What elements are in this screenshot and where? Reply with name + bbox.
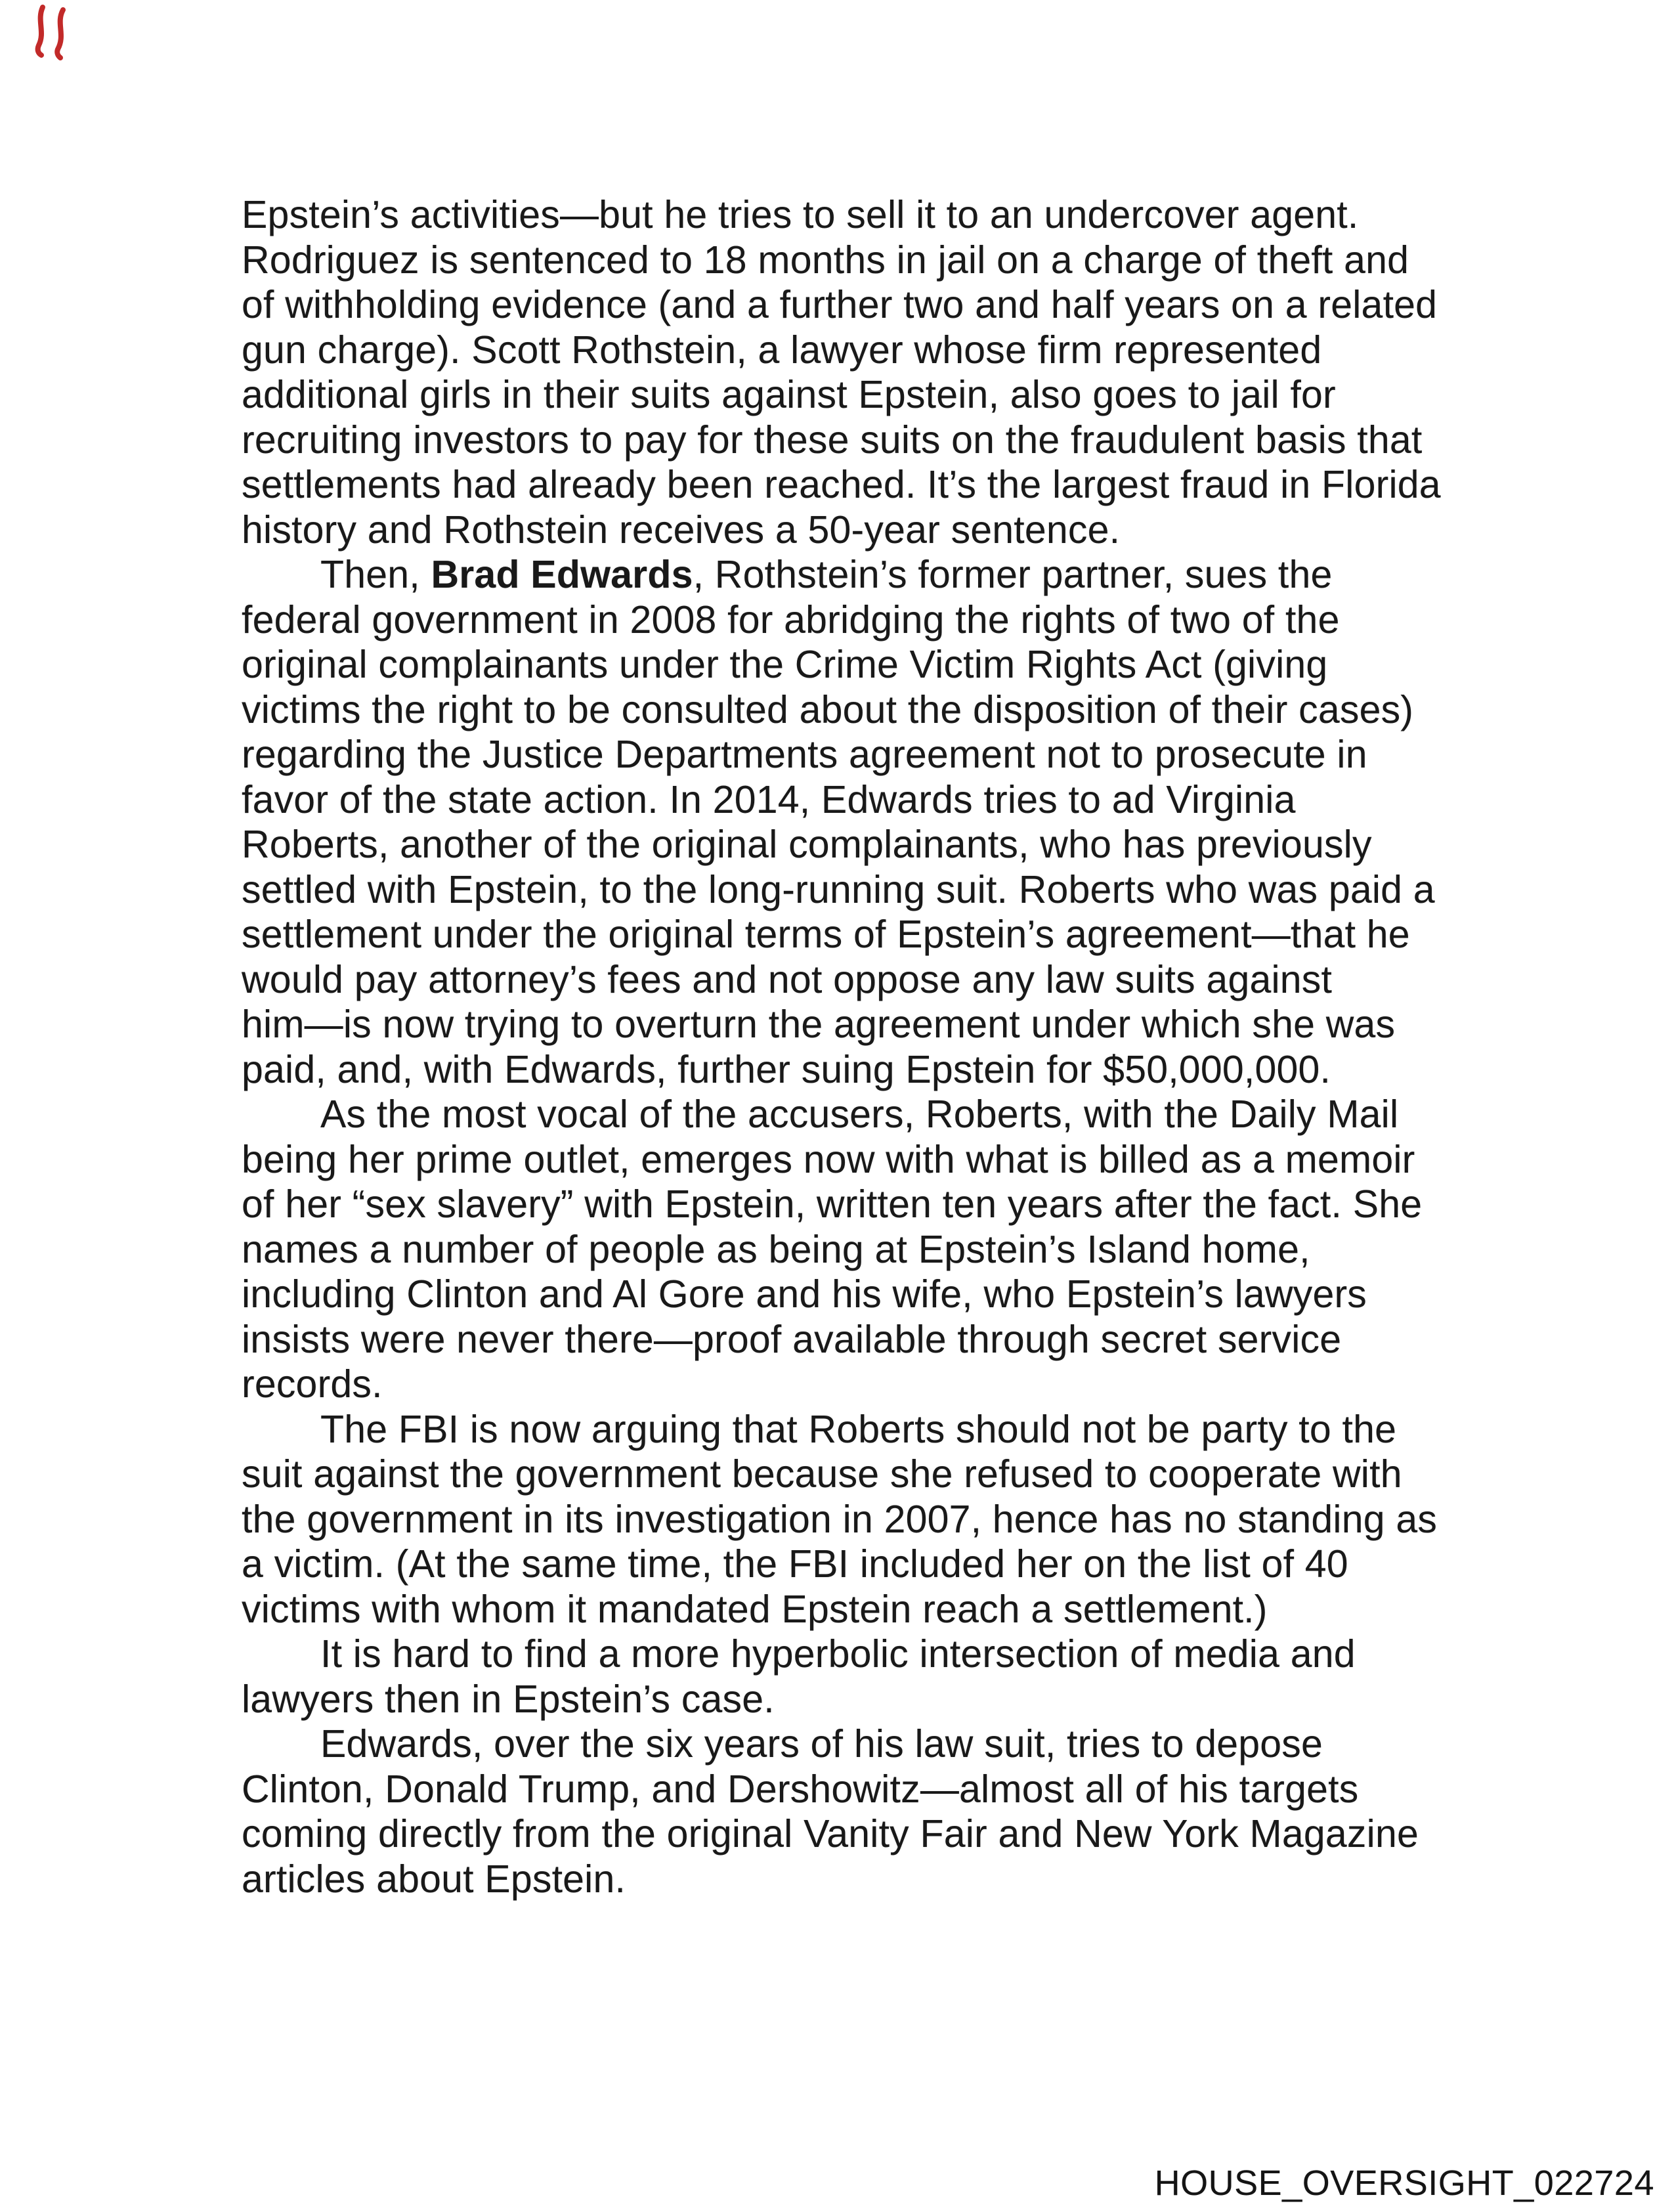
text-line: victims with whom it mandated Epstein reach a settlement.) [242, 1587, 1268, 1631]
text-line: gun charge). Scott Rothstein, a lawyer whose firm represented [242, 328, 1322, 372]
bold-text: Brad Edwards [431, 553, 693, 596]
text-line: Clinton, Donald Trump, and Dershowitz—almost all of his targets [242, 1767, 1359, 1811]
text-line: federal government in 2008 for abridging the rights of two of the [242, 597, 1340, 641]
text-line: settlement under the original terms of Epstein’s agreement—that he [242, 913, 1410, 956]
paragraph [242, 552, 1469, 1092]
paragraph [242, 1722, 1469, 1901]
text-line: regarding the Justice Departments agreement not to prosecute in [242, 733, 1367, 776]
document-body [242, 192, 1469, 1901]
paragraph [242, 1632, 1469, 1722]
text-line: him—is now trying to overturn the agreement under which she was [242, 1003, 1396, 1046]
text-line: a victim. (At the same time, the FBI included her on the list of 40 [242, 1542, 1348, 1586]
text-line: lawyers then in Epstein’s case. [242, 1677, 775, 1721]
text-line: settled with Epstein, to the long-running suit. Roberts who was paid a [242, 867, 1435, 911]
red-pen-mark-icon [33, 3, 74, 64]
text-line: the government in its investigation in 2007, hence has no standing as [242, 1497, 1438, 1541]
paragraph [242, 1092, 1469, 1407]
text-line: Epstein’s activities—but he tries to sell it to an undercover agent. [242, 193, 1359, 236]
paragraph [242, 1407, 1469, 1632]
bates-stamp: HOUSE_OVERSIGHT_022724 [1154, 2163, 1654, 2203]
text-line: Roberts, another of the original complainants, who has previously [242, 823, 1372, 866]
text-line: original complainants under the Crime Victim Rights Act (giving [242, 643, 1328, 686]
text-line: additional girls in their suits against Epstein, also goes to jail for [242, 373, 1336, 416]
text-line: coming directly from the original Vanity Fair and New York Magazine [242, 1812, 1419, 1855]
text-line: settlements had already been reached. It’s the largest fraud in Florida [242, 463, 1441, 506]
text-line: paid, and, with Edwards, further suing Epstein for $50,000,000. [242, 1047, 1331, 1091]
text-line: names a number of people as being at Epstein’s Island home, [242, 1227, 1310, 1271]
text-line: Edwards, over the six years of his law suit, tries to depose [320, 1722, 1323, 1766]
text-line: recruiting investors to pay for these suits on the fraudulent basis that [242, 418, 1423, 462]
text-line: would pay attorney’s fees and not oppose any law suits against [242, 957, 1333, 1001]
text-line: Rodriguez is sentenced to 18 months in jail on a charge of theft and [242, 238, 1409, 282]
text-line: It is hard to find a more hyperbolic intersection of media and [320, 1632, 1356, 1676]
text-line: history and Rothstein receives a 50-year sentence. [242, 508, 1121, 552]
text-line: of withholding evidence (and a further two and half years on a related [242, 283, 1438, 326]
text-line: suit against the government because she refused to cooperate with [242, 1452, 1402, 1496]
text-line: records. [242, 1362, 383, 1406]
text-line: victims the right to be consulted about the disposition of their cases) [242, 687, 1414, 731]
text-line: insists were never there—proof available through secret service [242, 1317, 1342, 1361]
text-line: As the most vocal of the accusers, Roberts, with the Daily Mail [320, 1093, 1399, 1136]
text-line: of her “sex slavery” with Epstein, written ten years after the fact. She [242, 1182, 1423, 1226]
text-line: articles about Epstein. [242, 1857, 626, 1901]
text-line: including Clinton and Al Gore and his wife, who Epstein’s lawyers [242, 1272, 1367, 1316]
text-line: The FBI is now arguing that Roberts should not be party to the [320, 1407, 1397, 1451]
text-line: Then, Brad Edwards, Rothstein’s former partner, sues the [320, 553, 1333, 596]
text-line: favor of the state action. In 2014, Edwards tries to ad Virginia [242, 777, 1296, 821]
paragraph [242, 192, 1469, 552]
text-line: being her prime outlet, emerges now with what is billed as a memoir [242, 1137, 1415, 1181]
